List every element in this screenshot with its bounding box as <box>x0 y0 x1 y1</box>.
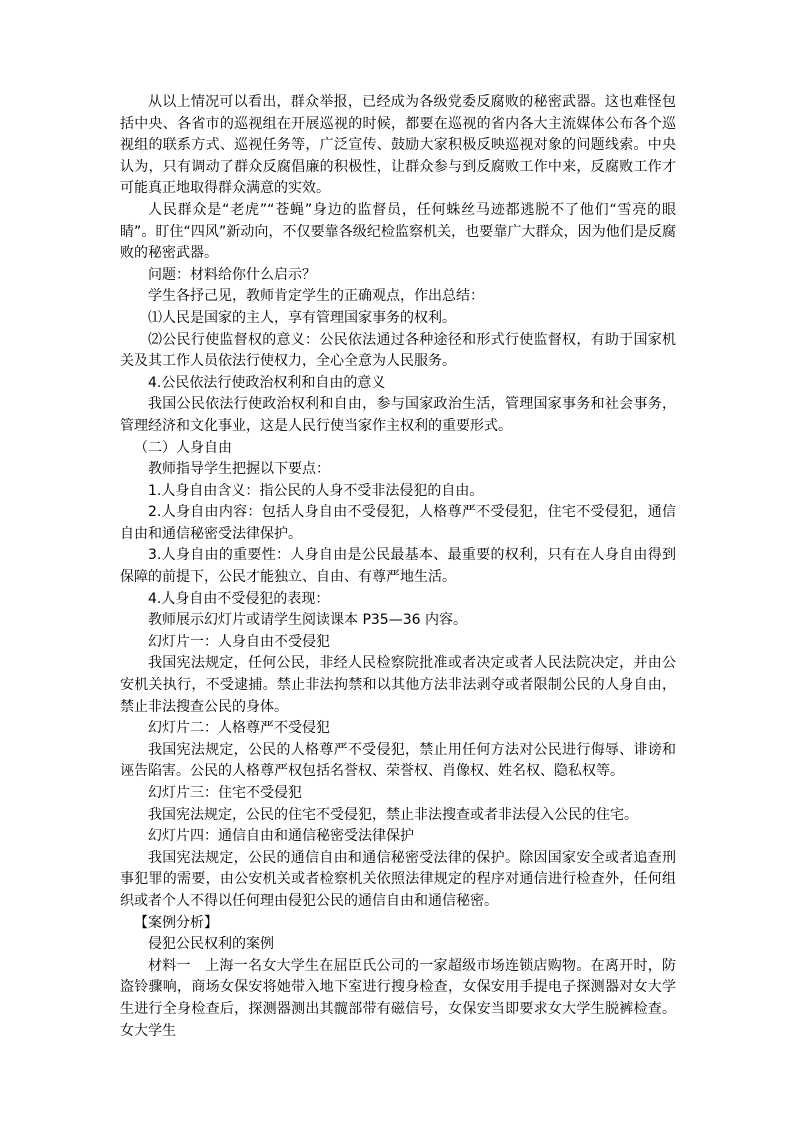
paragraph-point-2: ⑵公民行使监督权的意义：公民依法通过各种途径和形式行使监督权，有助于国家机关及其工作人员依法行使权力，全心全意为人民服务。 <box>120 331 676 370</box>
slide-2-title: 幻灯片二：人格尊严不受侵犯 <box>148 720 330 737</box>
slide-4-title: 幻灯片四：通信自由和通信秘密受法律保护 <box>148 828 414 845</box>
paragraph-freedom-importance: 3.人身自由的重要性：人身自由是公民最基本、最重要的权利，只有在人身自由得到保障的前提下，公民才能独立、自由、有尊严地生活。 <box>120 547 676 586</box>
paragraph-freedom-manifestation: 4.人身自由不受侵犯的表现： <box>148 590 330 607</box>
slide-1-body: 我国宪法规定，任何公民，非经人民检察院批准或者决定或者人民法院决定，并由公安机关执行，不受逮捕。禁止非法拘禁和以其他方法非法剥夺或者限制公民的人身自由，禁止非法搜查公民的身体。 <box>120 655 676 715</box>
case-title: 侵犯公民权利的案例 <box>148 936 274 953</box>
paragraph-teacher-summary: 学生各抒己见，教师肯定学生的正确观点，作出总结： <box>148 288 484 305</box>
section-heading-personal-freedom: （二）人身自由 <box>134 439 232 456</box>
document-page <box>120 92 676 1042</box>
paragraph-freedom-content: 2.人身自由内容：包括人身自由不受侵犯，人格尊严不受侵犯，住宅不受侵犯，通信自由和通信秘密受法律保护。 <box>120 504 676 542</box>
paragraph-teacher-guidance: 教师指导学生把握以下要点： <box>148 461 330 478</box>
paragraph-political-rights-meaning: 我国公民依法行使政治权利和自由，参与国家政治生活，管理国家事务和社会事务，管理经济和文化事业，这是人民行使当家作主权利的重要形式。 <box>120 396 676 434</box>
paragraph-freedom-definition: 1.人身自由含义：指公民的人身不受非法侵犯的自由。 <box>148 482 484 499</box>
section-heading-political-rights: 4.公民依法行使政治权利和自由的意义 <box>148 374 386 391</box>
paragraph-informant-weapon: 从以上情况可以看出，群众举报，已经成为各级党委反腐败的秘密武器。这也难怪包括中央、各省市的巡视组在开展巡视的时候，都要在巡视的省内各大主流媒体公布各个巡视组的联系方式、巡视任务等，广泛宣传、鼓励大家积极反映巡视对象的问题线索。中央认为，只有调动了群众反腐倡廉的积极性，让群众参与到反腐败工作中来，反腐败工作才可能真正地取得群众满意的实效。 <box>120 94 676 197</box>
slide-2-body: 我国宪法规定，公民的人格尊严不受侵犯，禁止用任何方法对公民进行侮辱、诽谤和诬告陷害。公民的人格尊严权包括名誉权、荣誉权、肖像权、姓名权、隐私权等。 <box>120 741 676 780</box>
paragraph-masses-supervisors: 人民群众是“老虎”“苍蝇”身边的监督员，任何蛛丝马迹都逃脱不了他们“雪亮的眼睛”。盯住“四风”新动向，不仅要靠各级纪检监察机关，也要靠广大群众，因为他们是反腐败的秘密武器。 <box>120 201 676 262</box>
paragraph-slides-intro: 教师展示幻灯片或请学生阅读课本 P35—36 内容。 <box>148 612 467 629</box>
section-heading-case-analysis: 【案例分析】 <box>134 914 218 931</box>
slide-4-body: 我国宪法规定，公民的通信自由和通信秘密受法律的保护。除因国家安全或者追查刑事犯罪的需要，由公安机关或者检察机关依照法律规定的程序对通信进行检查外，任何组织或者个人不得以任何理由侵犯公民的通信自由和通信秘密。 <box>120 849 676 909</box>
slide-1-title: 幻灯片一：人身自由不受侵犯 <box>148 633 330 650</box>
paragraph-question: 问题：材料给你什么启示？ <box>148 266 316 283</box>
slide-3-title: 幻灯片三：住宅不受侵犯 <box>148 785 302 801</box>
paragraph-point-1: ⑴人民是国家的主人，享有管理国家事务的权利。 <box>148 309 456 326</box>
slide-3-body: 我国宪法规定，公民的住宅不受侵犯，禁止非法搜查或者非法侵入公民的住宅。 <box>148 806 638 823</box>
case-material-1: 材料一 上海一名女大学生在屈臣氏公司的一家超级市场连锁店购物。在离开时，防盗铃骤响，商场女保安将她带入地下室进行搜身检查，女保安用手提电子探测器对女大学生进行全身检查后，探测器测出其髋部带有磁信号，女保安当即要求女大学生脱裤检查。女大学生 <box>120 957 676 1039</box>
